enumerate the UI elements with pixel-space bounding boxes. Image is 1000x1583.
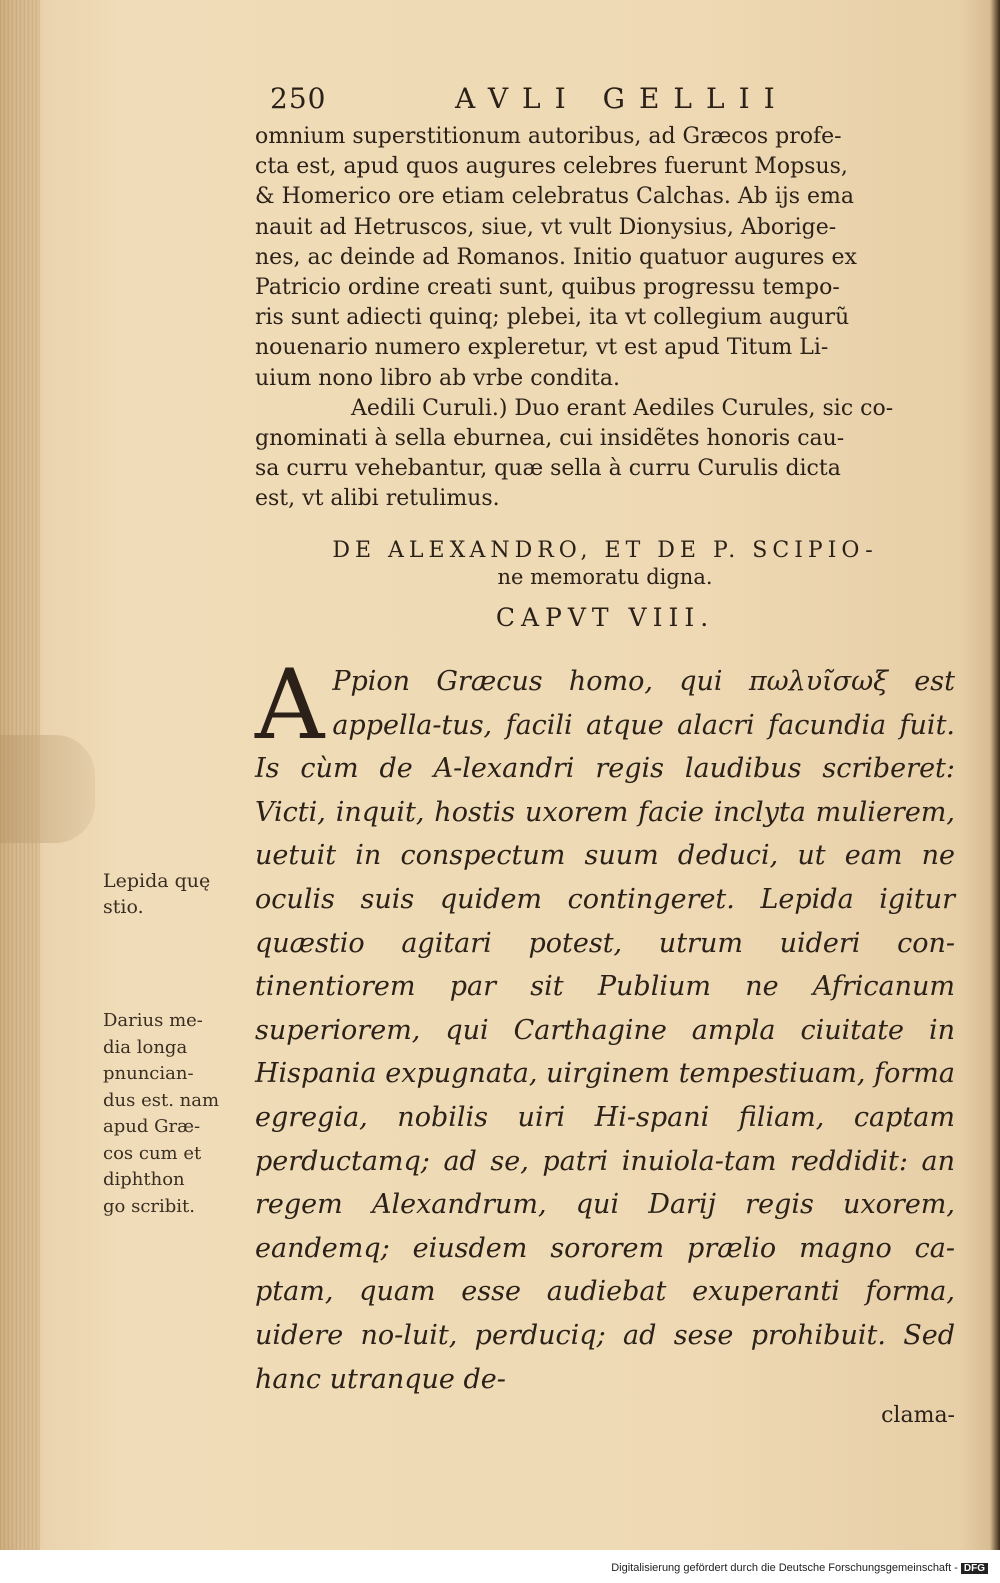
note-line: Darius me- bbox=[103, 1010, 203, 1031]
note-line: Lepida quę bbox=[103, 870, 211, 892]
chapter-heading bbox=[255, 538, 955, 632]
margin-note-lepida bbox=[103, 868, 253, 920]
paragraph-1 bbox=[255, 122, 955, 394]
note-line: cos cum et bbox=[103, 1142, 202, 1164]
chapter-text-body: Ppion Græcus homo, qui πωλυῖσωξ est appella-tus, facili atque alacri facundia fuit. Is cùm de A-lexandri regis laudibus scriberet: Victi, inquit, hostis uxorem facie inclyta mulierem, uetuit in conspectum suum deduci, ut eam ne oculis suis quidem contingeret. Lepida igitur quæstio agitari potest, utrum uideri con-tinentiorem par sit Publium ne Africanum superiorem, qui Carthagine ampla ciuitate in Hispania expugnata, uirginem tempestiuam, forma egregia, nobilis uiri Hi-spani filiam, captam perductamq; ad se, patri inuiola-tam reddidit: an regem Alexandrum, qui Darij regis uxorem, eandemq; eiusdem sororem prælio magno ca-ptam, quam esse audiebat exuperanti forma, uidere no-luit, perduciq; ad sese prohibuit. Sed hanc utranque de- bbox=[255, 666, 955, 1395]
text-line: ris sunt adiecti quinq; plebei, ita vt collegium augurũ bbox=[255, 305, 850, 331]
chapter-title-line-2: ne memoratu digna. bbox=[497, 565, 713, 589]
digitization-credit bbox=[611, 1562, 988, 1574]
note-line: apud Græ- bbox=[103, 1116, 201, 1137]
text-line: Aedili Curuli.) Duo erant Aediles Curules, sic co- bbox=[351, 395, 894, 421]
text-line: sa curru vehebantur, quæ sella à curru Curulis dicta bbox=[255, 456, 841, 482]
catchword: clama- bbox=[881, 1403, 955, 1429]
chapter-text bbox=[255, 649, 955, 1431]
text-line: uium nono libro ab vrbe condita. bbox=[255, 365, 620, 391]
text-line: Patricio ordine creati sunt, quibus progressu tempo- bbox=[255, 275, 840, 301]
binding-clip bbox=[0, 735, 95, 843]
margin-note-darius bbox=[103, 1008, 253, 1220]
note-line: dus est. nam bbox=[103, 1089, 220, 1111]
note-line: stio. bbox=[103, 896, 144, 918]
dfg-logo: DFG bbox=[961, 1563, 988, 1574]
text-line: est, vt alibi retulimus. bbox=[255, 486, 500, 512]
chapter-title-line-1: DE ALEXANDRO, ET DE P. SCIPIO- bbox=[332, 538, 878, 563]
text-line: nes, ac deinde ad Romanos. Initio quatuor augures ex bbox=[255, 244, 857, 270]
text-line: omnium superstitionum autoribus, ad Græcos profe- bbox=[255, 124, 842, 149]
text-line: nauit ad Hetruscos, siue, vt vult Dionysius, Aborige- bbox=[255, 214, 837, 240]
text-line: & Homerico ore etiam celebratus Calchas. Ab ijs ema bbox=[255, 184, 855, 210]
text-line: nouenario numero expleretur, vt est apud Titum Li- bbox=[255, 335, 829, 361]
body-text bbox=[255, 122, 955, 515]
note-line: go scribit. bbox=[103, 1195, 195, 1217]
text-line: cta est, apud quos augures celebres fuerunt Mopsus, bbox=[255, 154, 848, 180]
page-number: 250 bbox=[270, 82, 327, 115]
margin-notes bbox=[103, 868, 253, 1220]
chapter-number: CAPVT VIII. bbox=[495, 603, 715, 632]
running-title: AVLI GELLII bbox=[455, 82, 789, 115]
note-line: dia longa bbox=[103, 1036, 188, 1058]
drop-cap: A bbox=[255, 649, 325, 761]
page-header bbox=[270, 82, 810, 122]
paragraph-2 bbox=[255, 394, 955, 515]
note-line: pnuncian- bbox=[103, 1063, 194, 1084]
credit-text: Digitalisierung gefördert durch die Deutsche Forschungsgemeinschaft - bbox=[611, 1562, 958, 1574]
note-line: diphthon bbox=[103, 1169, 185, 1190]
text-line: gnominati à sella eburnea, cui insidẽtes honoris cau- bbox=[255, 426, 845, 452]
